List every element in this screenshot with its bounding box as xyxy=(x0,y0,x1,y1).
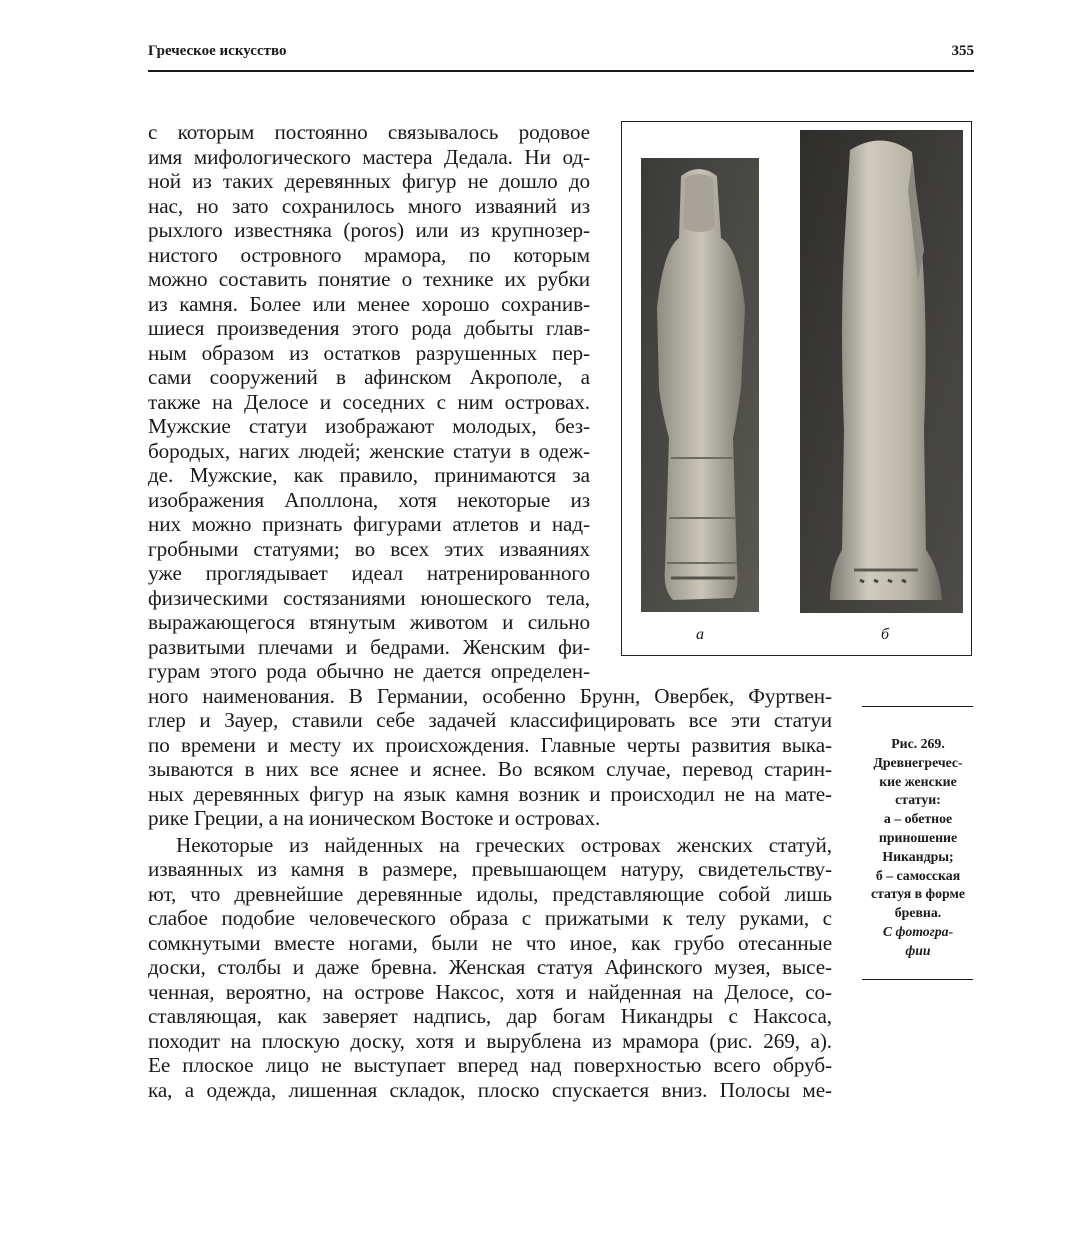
body-text-line: также на Делосе и соседних с ним островах. xyxy=(148,389,590,414)
statue-photo-b xyxy=(800,130,963,613)
body-text-line: гробными статуями; во всех этих изваяниях xyxy=(148,536,590,561)
statue-photo-a xyxy=(641,158,759,612)
caption-line: б – самосская xyxy=(875,867,961,883)
caption-line: приношение xyxy=(878,829,958,845)
body-text-line: изваянных из камня в размере, превышающем натуру, свидетельству- xyxy=(148,857,832,881)
caption-line: Древнегречес- xyxy=(873,754,963,770)
body-text-line: Мужские статуи изображают молодых, без- xyxy=(148,414,590,438)
body-text-line: рике Греции, а на ионическом Востоке и островах. xyxy=(148,806,601,830)
body-text-line: по времени и месту их происхождения. Главные черты развития выка- xyxy=(148,732,832,757)
body-text-line: нистого островного мрамора, по которым xyxy=(148,242,590,267)
figure-caption xyxy=(856,735,980,961)
body-text-line: рыхлого известняка (poros) или из крупнозер- xyxy=(148,218,590,242)
caption-line: статуи: xyxy=(895,792,941,808)
body-text-line: ставляющая, как заверяет надпись, дар богам Никандры с Наксоса, xyxy=(148,1004,832,1028)
body-text-line: уже проглядывает идеал натренированного xyxy=(148,561,590,585)
caption-line: Рис. 269. xyxy=(891,736,945,751)
body-text-line: походит на плоскую доску, хотя и вырублена из мрамора (рис. 269, а). xyxy=(148,1028,832,1053)
body-text-line: ного наименования. В Германии, особенно Брунн, Овербек, Фуртвен- xyxy=(148,683,832,708)
body-text-line: с которым постоянно связывалось родовое xyxy=(148,120,590,144)
page-number: 355 xyxy=(951,43,974,59)
body-text-line: гурам этого рода обычно не дается определен- xyxy=(148,659,590,683)
body-text-line: них можно признать фигурами атлетов и над- xyxy=(148,512,590,536)
body-text-line: де. Мужские, как правило, принимаются за xyxy=(148,463,590,487)
body-text-line: ных деревянных фигур на язык камня возник и происходил не на мате- xyxy=(148,781,832,806)
body-text-line: ным образом из остатков разрушенных пер- xyxy=(148,340,590,365)
body-text-line: Некоторые из найденных на греческих островах женских статуй, xyxy=(176,832,832,857)
body-text-line: сомкнутыми вместе ногами, были не что иное, как грубо отесанные xyxy=(148,930,832,955)
figure-label-a: а xyxy=(696,626,704,643)
body-text-line: ют, что древнейшие деревянные идолы, представляющие собой лишь xyxy=(148,881,832,906)
caption-line: фии xyxy=(905,942,931,958)
caption-line: кие женские xyxy=(879,773,957,789)
body-text-line: можно составить понятие о технике их рубки xyxy=(148,267,590,291)
body-text-line: выражающегося втянутым животом и сильно xyxy=(148,610,590,634)
body-text-line: сами сооружений в афинском Акрополе, а xyxy=(148,365,590,389)
caption-line: статуя в форме xyxy=(870,886,965,902)
section-title: Греческое искусство xyxy=(148,43,287,59)
body-text-line: имя мифологического мастера Дедала. Ни од- xyxy=(148,144,590,169)
body-text-line: развитыми плечами и бедрами. Женским фи- xyxy=(148,634,590,659)
body-text-line: ка, а одежда, лишенная складок, плоско спускается вниз. Полосы ме- xyxy=(148,1077,832,1102)
body-text-line: бородых, нагих людей; женские статуи в одеж- xyxy=(148,438,590,463)
body-text-line: физическими состязаниями юношеского тела, xyxy=(148,585,590,610)
body-text-line: шиеся произведения этого рода добыты глав- xyxy=(148,316,590,340)
body-text-line: ченная, вероятно, на острове Наксос, хотя и найденная на Делосе, со- xyxy=(148,979,832,1004)
body-text-line: зываются в них все яснее и яснее. Во всяком случае, перевод старин- xyxy=(148,757,832,781)
body-text-line: доски, столбы и даже бревна. Женская статуя Афинского музея, высе- xyxy=(148,955,832,979)
body-text-line: слабое подобие человеческого образа с прижатыми к телу руками, с xyxy=(148,906,832,930)
body-text-line: ной из таких деревянных фигур не дошло до xyxy=(148,169,590,193)
caption-rule-top xyxy=(862,706,973,707)
body-text-line: изображения Аполлона, хотя некоторые из xyxy=(148,487,590,512)
caption-line: бревна. xyxy=(894,905,942,921)
caption-line: С фотогра- xyxy=(882,923,954,939)
body-text-line: глер и Зауер, ставили себе задачей классифицировать все эти статуи xyxy=(148,708,832,732)
caption-line: а – обетное xyxy=(883,811,953,827)
body-text-line: нас, но зато сохранилось много изваяний из xyxy=(148,193,590,218)
figure-label-b: б xyxy=(881,626,890,643)
body-text-line: из камня. Более или менее хорошо сохранив- xyxy=(148,291,590,316)
body-text-line: Ее плоское лицо не выступает вперед над поверхностью всего обруб- xyxy=(148,1053,832,1077)
caption-line: Никандры; xyxy=(882,848,954,864)
caption-rule-bottom xyxy=(862,979,973,980)
